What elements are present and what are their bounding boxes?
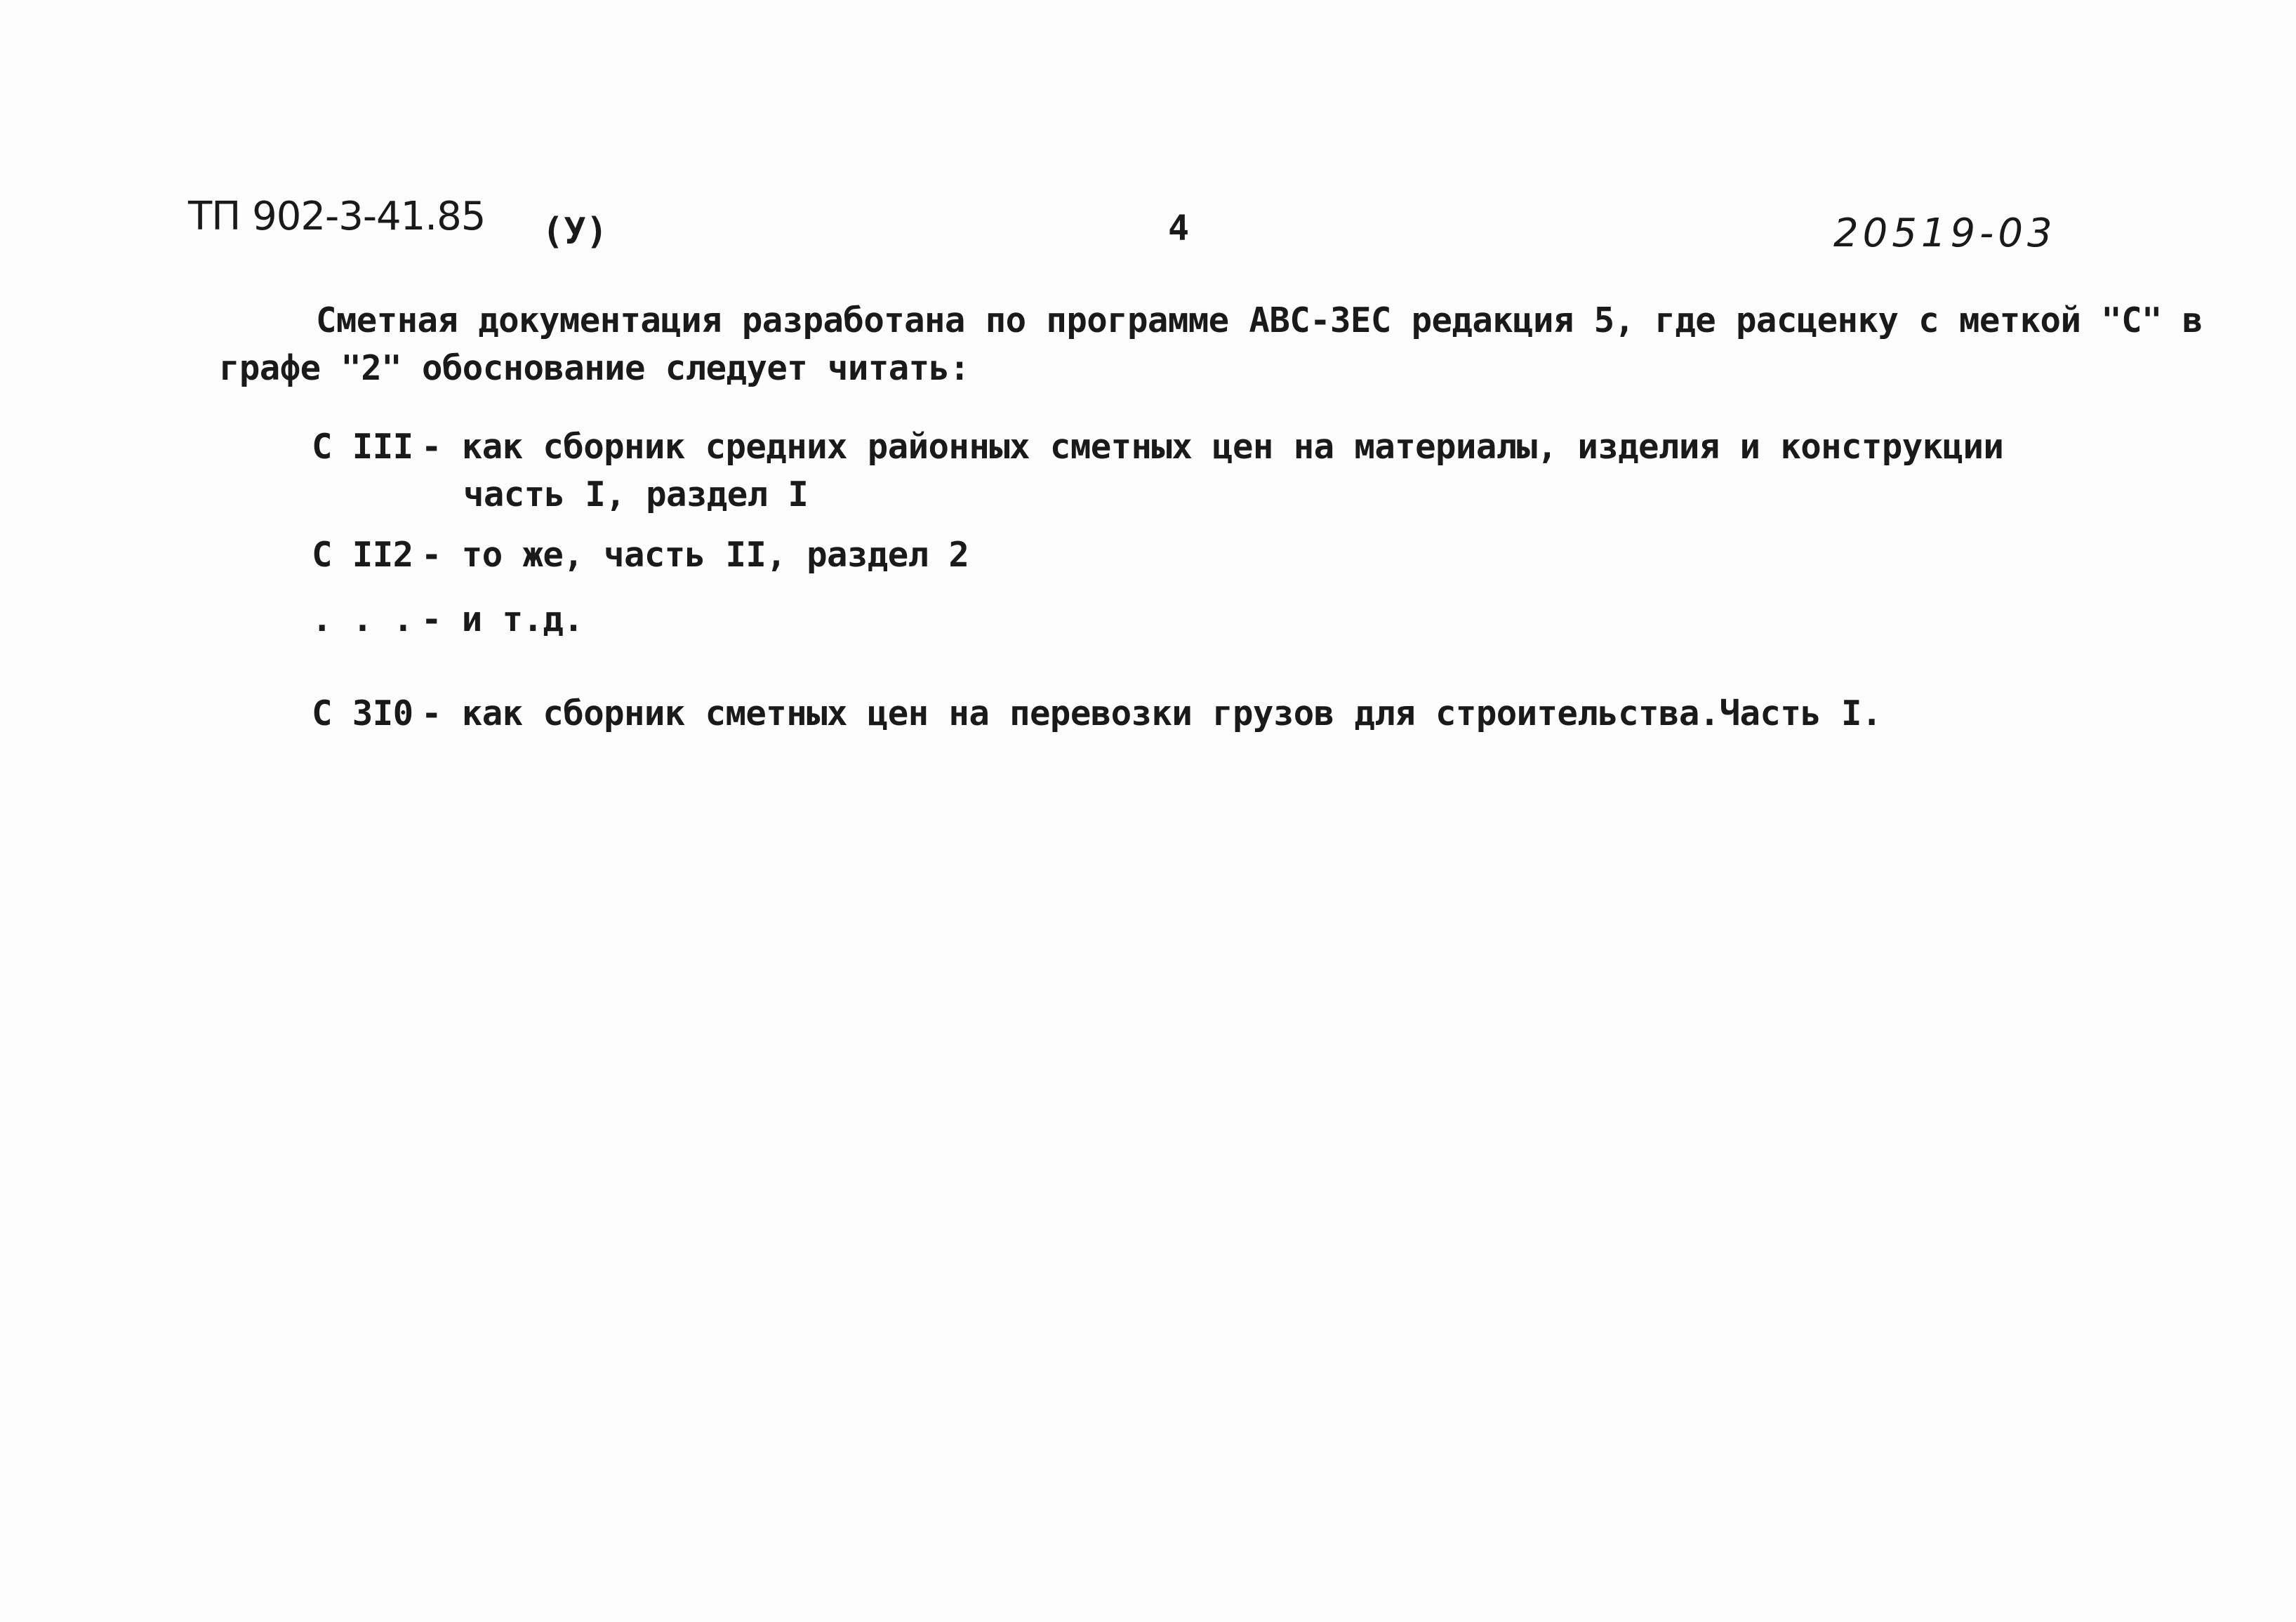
inventory-number: 20519-03 [1833,211,2057,256]
entry-code: С III [312,427,413,467]
entry-text: - как сборник средних районных сметных цен на материалы, изделия и конструкции [421,427,2004,467]
intro-line-2: графе "2" обоснование следует читать: [219,348,970,388]
entry-text: - и т.д. [421,599,584,639]
document-code: ТП 902-3-41.85 [188,194,486,239]
entry-code: . . . [312,599,413,639]
intro-line-1: Сметная документация разработана по программе АВС-ЗЕС редакция 5, где расценку с меткой "С" в [316,300,2203,340]
page-number: 4 [1168,208,1190,248]
entry-continuation: часть I, раздел I [463,474,809,514]
entry-code: С II2 [312,535,413,575]
entry-text: - то же, часть II, раздел 2 [421,535,969,575]
entry-text: - как сборник сметных цен на перевозки грузов для строительства.Часть I. [421,693,1882,733]
entry-code: С 3I0 [312,693,413,733]
document-variant: (У) [542,211,608,253]
